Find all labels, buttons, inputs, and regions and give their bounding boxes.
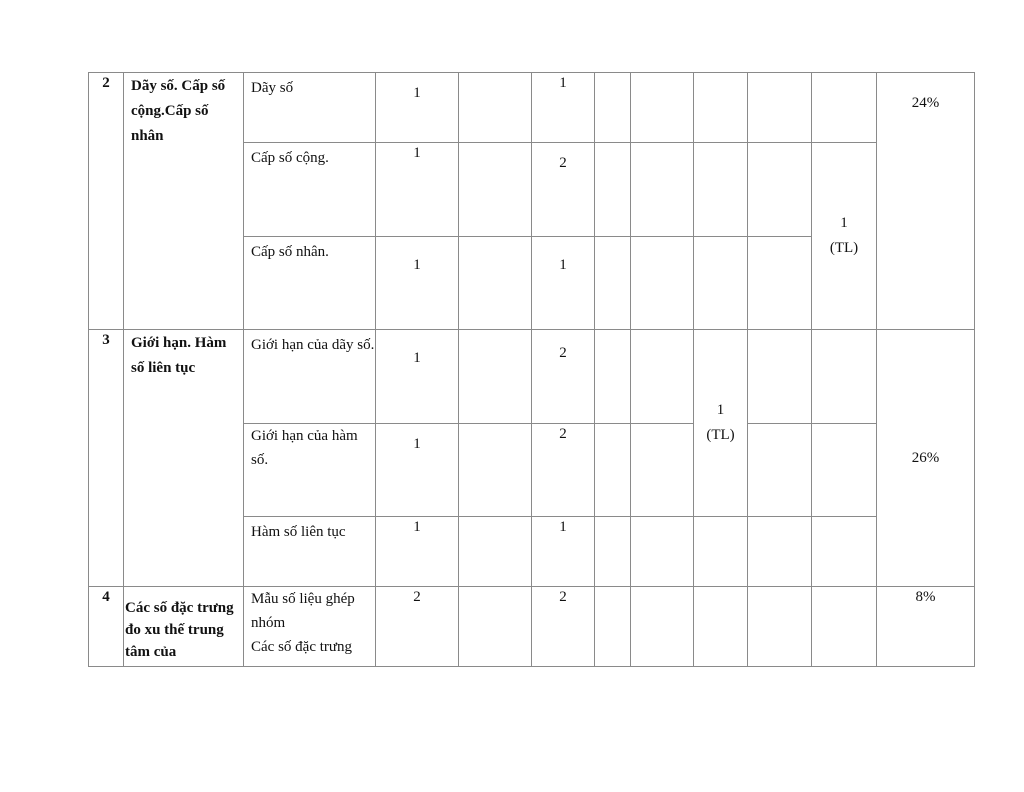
table-row	[89, 73, 975, 143]
count-cell: 2	[532, 587, 595, 667]
table-row	[89, 587, 975, 667]
matrix-table	[88, 72, 975, 667]
subtopic-line: Các số đặc trưng	[251, 639, 353, 655]
topic-cell: Các số đặc trưng đo xu thế trung tâm của	[124, 587, 244, 667]
tl-cell	[812, 143, 877, 330]
percent-cell: 26%	[877, 330, 975, 587]
empty-cell	[595, 330, 631, 424]
empty-cell	[748, 587, 812, 667]
empty-cell	[459, 330, 532, 424]
subtopic-cell: Hàm số liên tục	[244, 517, 376, 587]
empty-cell	[694, 73, 748, 143]
empty-cell	[748, 330, 812, 424]
empty-cell	[595, 517, 631, 587]
row-number: 4	[89, 587, 124, 667]
subtopic-cell	[244, 587, 376, 667]
percent-cell: 24%	[877, 73, 975, 330]
empty-cell	[459, 424, 532, 517]
empty-cell	[812, 587, 877, 667]
percent-cell: 8%	[877, 587, 975, 667]
table-row	[89, 330, 975, 424]
empty-cell	[748, 143, 812, 237]
row-number: 2	[89, 73, 124, 330]
empty-cell	[631, 237, 694, 330]
subtopic-line: Mẫu số liệu ghép nhóm	[251, 591, 355, 631]
empty-cell	[631, 587, 694, 667]
empty-cell	[595, 143, 631, 237]
empty-cell	[748, 237, 812, 330]
count-cell: 1	[532, 237, 595, 330]
empty-cell	[812, 424, 877, 517]
empty-cell	[631, 517, 694, 587]
empty-cell	[694, 237, 748, 330]
count-cell: 1	[376, 517, 459, 587]
empty-cell	[595, 73, 631, 143]
empty-cell	[459, 143, 532, 237]
row-number: 3	[89, 330, 124, 587]
count-cell: 1	[376, 330, 459, 424]
count-cell: 2	[532, 424, 595, 517]
subtopic-cell: Cấp số cộng.	[244, 143, 376, 237]
empty-cell	[459, 237, 532, 330]
subtopic-cell: Cấp số nhân.	[244, 237, 376, 330]
count-cell: 1	[376, 73, 459, 143]
empty-cell	[459, 73, 532, 143]
empty-cell	[595, 587, 631, 667]
empty-cell	[694, 517, 748, 587]
empty-cell	[812, 517, 877, 587]
count-cell: 1	[532, 73, 595, 143]
empty-cell	[631, 73, 694, 143]
empty-cell	[595, 424, 631, 517]
empty-cell	[748, 73, 812, 143]
empty-cell	[694, 143, 748, 237]
empty-cell	[595, 237, 631, 330]
topic-cell: Dãy số. Cấp số cộng.Cấp số nhân	[124, 73, 244, 330]
topic-cell: Giới hạn. Hàm số liên tục	[124, 330, 244, 587]
tl-tag: (TL)	[829, 240, 859, 256]
empty-cell	[459, 587, 532, 667]
count-cell: 1	[532, 517, 595, 587]
count-cell: 2	[532, 330, 595, 424]
count-cell: 1	[376, 237, 459, 330]
empty-cell	[748, 517, 812, 587]
subtopic-cell: Dãy số	[244, 73, 376, 143]
tl-cell	[694, 330, 748, 517]
empty-cell	[631, 424, 694, 517]
count-cell: 1	[376, 143, 459, 237]
count-cell: 2	[532, 143, 595, 237]
count-cell: 2	[376, 587, 459, 667]
empty-cell	[631, 330, 694, 424]
empty-cell	[631, 143, 694, 237]
count-cell: 1	[376, 424, 459, 517]
empty-cell	[459, 517, 532, 587]
empty-cell	[812, 73, 877, 143]
tl-count: 1	[716, 402, 725, 418]
tl-tag: (TL)	[706, 427, 735, 443]
empty-cell	[748, 424, 812, 517]
subtopic-cell: Giới hạn của hàm số.	[244, 424, 376, 517]
empty-cell	[694, 587, 748, 667]
tl-count: 1	[840, 215, 848, 231]
subtopic-cell: Giới hạn của dãy số.	[244, 330, 376, 424]
empty-cell	[812, 330, 877, 424]
